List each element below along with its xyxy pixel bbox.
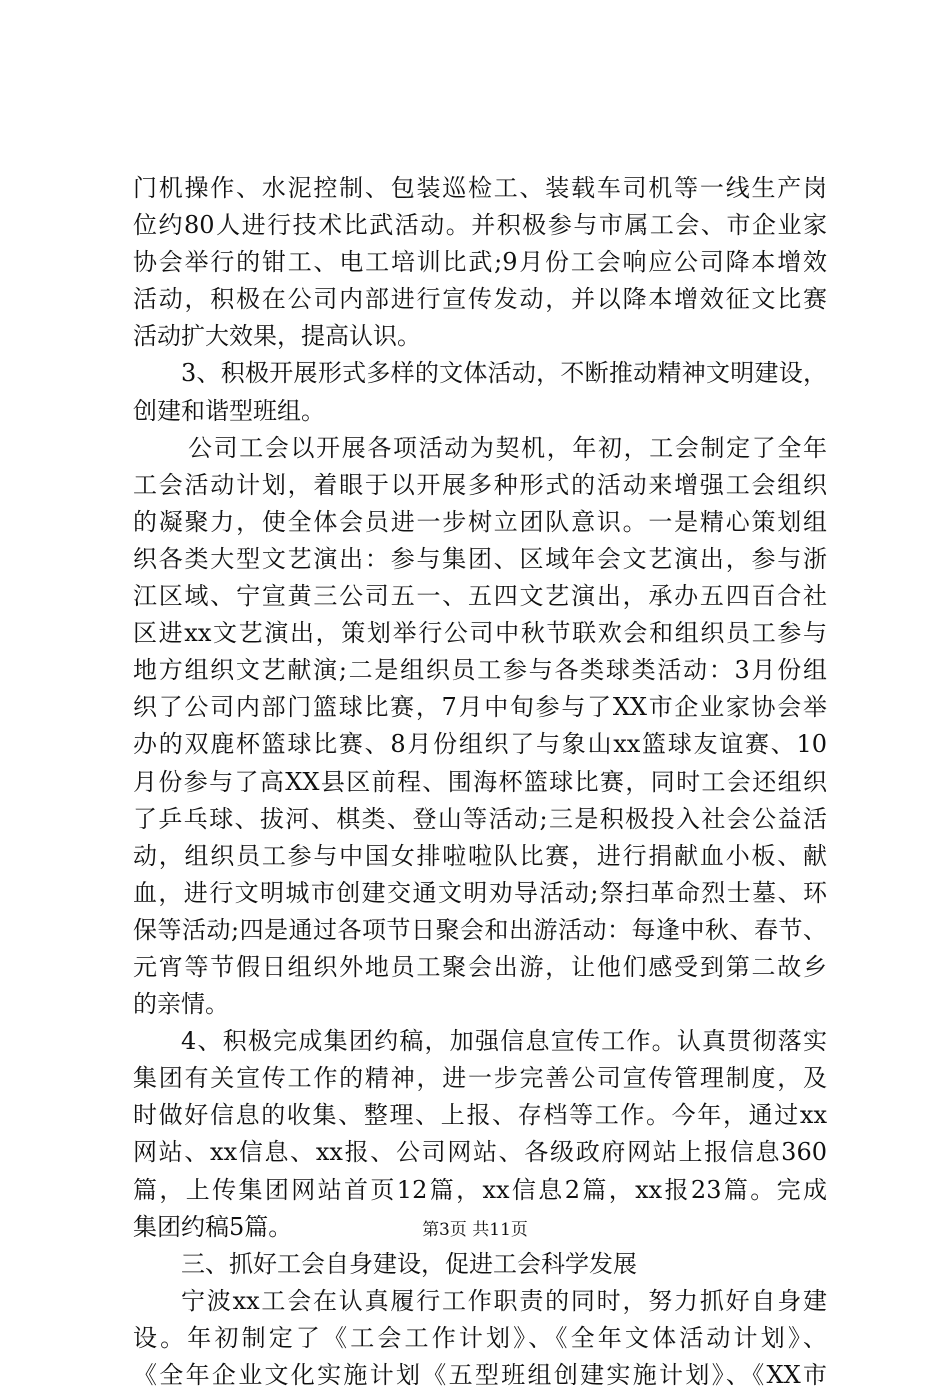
text-line: 血，进行文明城市创建交通文明劝导活动;祭扫革命烈士墓、环	[133, 878, 827, 907]
text-line: 门机操作、水泥控制、包装巡检工、装载车司机等一线生产岗	[133, 174, 827, 202]
text-line: 公司工会以开展各项活动为契机，年初，工会制定了全年	[188, 433, 827, 462]
text-line: 活动扩大效果，提高认识。	[133, 322, 421, 351]
text-line: 设。年初制定了《工会工作计划》、《全年文体活动计划》、	[133, 1323, 827, 1352]
text-line: 月份参与了高XX县区前程、围海杯篮球比赛，同时工会还组织	[133, 767, 827, 796]
text-line: 3、积极开展形式多样的文体活动，不断推动精神文明建设，	[181, 359, 827, 388]
text-line: 4、积极完成集团约稿，加强信息宣传工作。认真贯彻落实	[181, 1027, 827, 1056]
text-line: 织各类大型文艺演出：参与集团、区域年会文艺演出，参与浙	[133, 544, 827, 573]
text-line: 动，组织员工参与中国女排啦啦队比赛，进行捐献血小板、献	[133, 841, 827, 870]
section-heading: 三、抓好工会自身建设，促进工会科学发展	[181, 1249, 637, 1278]
text-line: 织了公司内部门篮球比赛，7月中旬参与了XX市企业家协会举	[133, 693, 827, 722]
text-line: 宁波xx工会在认真履行工作职责的同时，努力抓好自身建	[181, 1286, 827, 1315]
body-text	[133, 170, 827, 1394]
text-line: 的亲情。	[133, 990, 229, 1019]
text-line: 集团有关宣传工作的精神，进一步完善公司宣传管理制度，及	[133, 1064, 827, 1093]
text-line: 了乒乓球、拔河、棋类、登山等活动;三是积极投入社会公益活	[133, 804, 827, 833]
text-line: 元宵等节假日组织外地员工聚会出游，让他们感受到第二故乡	[133, 952, 827, 981]
text-line: 网站、xx信息、xx报、公司网站、各级政府网站上报信息360	[133, 1138, 827, 1167]
text-line: 协会举行的钳工、电工培训比武;9月份工会响应公司降本增效	[133, 248, 827, 277]
text-line: 《全年企业文化实施计划《五型班组创建实施计划》、《XX市	[133, 1361, 827, 1389]
text-line: 工会活动计划，着眼于以开展多种形式的活动来增强工会组织	[133, 470, 827, 499]
text-line: 篇，上传集团网站首页12篇，xx信息2篇，xx报23篇。完成	[133, 1175, 827, 1204]
text-line: 地方组织文艺献演;二是组织员工参与各类球类活动：3月份组	[133, 656, 827, 685]
text-line: 时做好信息的收集、整理、上报、存档等工作。今年，通过xx	[133, 1101, 827, 1130]
text-line: 区进xx文艺演出，策划举行公司中秋节联欢会和组织员工参与	[133, 619, 827, 648]
text-line: 位约80人进行技术比武活动。并积极参与市属工会、市企业家	[133, 211, 827, 240]
text-line: 集团约稿5篇。	[133, 1212, 293, 1241]
text-line: 江区域、宁宣黄三公司五一、五四文艺演出，承办五四百合社	[133, 582, 827, 611]
text-line: 的凝聚力，使全体会员进一步树立团队意识。一是精心策划组	[133, 507, 827, 536]
text-line: 创建和谐型班组。	[133, 396, 325, 425]
page-number-footer: 第3页 共11页	[422, 1220, 528, 1240]
text-line: 活动，积极在公司内部进行宣传发动，并以降本增效征文比赛	[133, 285, 827, 314]
text-line: 办的双鹿杯篮球比赛、8月份组织了与象山xx篮球友谊赛、10	[133, 730, 827, 759]
text-line: 保等活动;四是通过各项节日聚会和出游活动：每逢中秋、春节、	[133, 915, 827, 944]
